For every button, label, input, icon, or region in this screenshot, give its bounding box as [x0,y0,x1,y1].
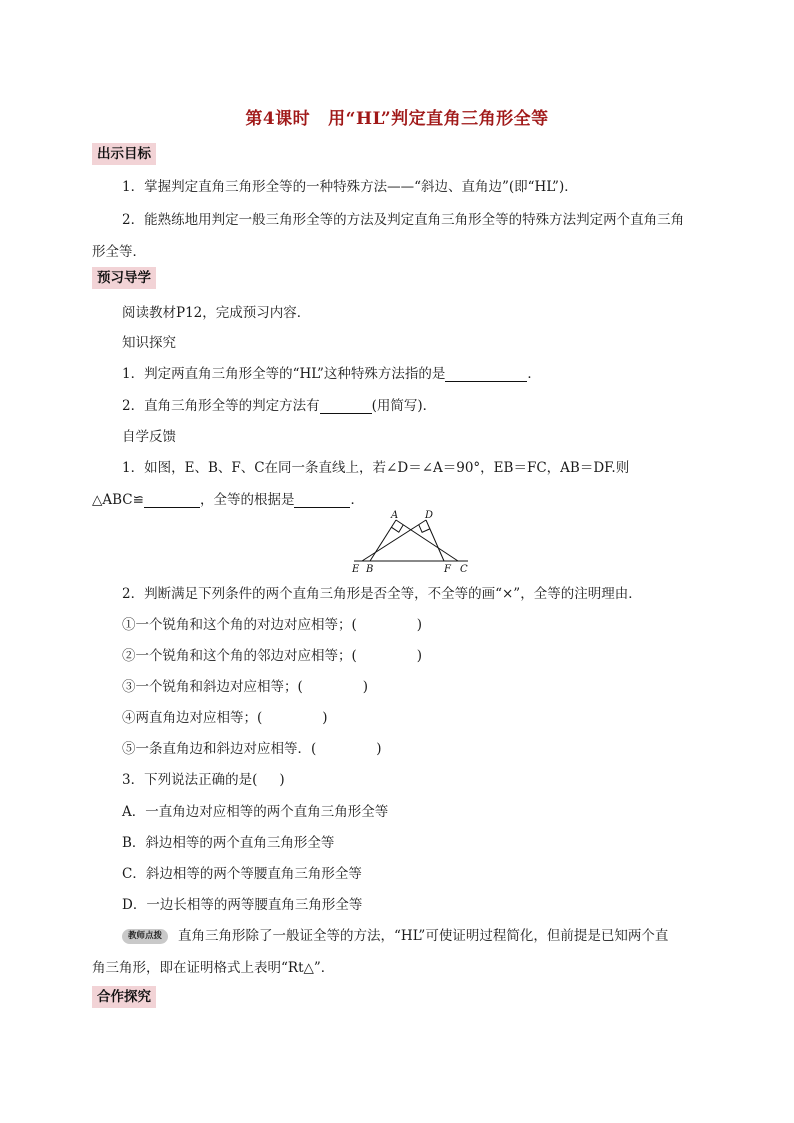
knowledge-q1: 1．判定两直角三角形全等的“HL”这种特殊方法指的是 ． [122,366,541,382]
right-angle-d [419,525,430,533]
judge-item-4: ④两直角边对应相等；( ) [122,710,328,726]
read-instruction: 阅读教材P12，完成预习内容． [122,305,311,321]
feedback-q3: 3．下列说法正确的是( ) [122,772,285,788]
option-b: B．斜边相等的两个直角三角形全等 [122,835,335,851]
label-c: C [460,564,468,575]
lesson-topic: 用“HL”判定直角三角形全等 [328,109,549,129]
answer-blank-3[interactable] [144,493,200,508]
segment-ba [370,520,396,561]
feedback-q1-line1: 1．如图，E、B、F、C在同一条直线上，若∠D＝∠A＝90°，EB＝FC，AB＝DF.则 [122,460,630,476]
goal-2-line1: 2．能熟练地用判定一般三角形全等的方法及判定直角三角形全等的特殊方法判定两个直角三角 [122,212,685,228]
goal-2-line2: 形全等． [92,244,146,260]
answer-blank-4[interactable] [294,493,350,508]
triangle-figure [344,508,480,576]
feedback-q2: 2．判断满足下列条件的两个直角三角形是否全等，不全等的画“×”，全等的注明理由． [122,586,642,602]
segment-ac [396,520,458,561]
judge-item-1: ①一个锐角和这个角的对边对应相等；( ) [122,617,423,633]
judge-item-3: ③一个锐角和斜边对应相等；( ) [122,679,369,695]
option-a: A．一直角边对应相等的两个直角三角形全等 [122,804,389,820]
judge-item-2: ②一个锐角和这个角的邻边对应相等；( ) [122,648,423,664]
goal-1: 1．掌握判定直角三角形全等的一种特殊方法——“斜边、直角边”(即“HL”)． [122,179,578,195]
label-a: A [391,510,399,521]
segment-ed [362,520,426,561]
section-goals: 出示目标 [92,143,156,165]
right-angle-a [392,525,404,532]
label-e: E [352,564,360,575]
label-d: D [425,510,434,521]
label-b: B [366,564,374,575]
option-c: C．斜边相等的两个等腰直角三角形全等 [122,866,362,882]
knowledge-heading: 知识探究 [122,335,176,351]
teacher-tip-badge: 教师点拨 [122,929,168,944]
option-d: D．一边长相等的两等腰直角三角形全等 [122,897,363,913]
answer-blank-2[interactable] [320,399,372,414]
feedback-heading: 自学反馈 [122,429,176,445]
teacher-tip-line1: 教师点拨 直角三角形除了一般证全等的方法，“HL”可使证明过程简化，但前提是已知两个直 [122,924,668,944]
page-title [0,104,794,129]
lesson-number: 第4课时 [245,109,311,129]
feedback-q1-line2: △ABC≌ ，全等的根据是 ． [92,492,364,508]
teacher-tip-line2: 角三角形，即在证明格式上表明“Rt△”． [92,960,335,976]
section-coop: 合作探究 [92,986,156,1008]
judge-item-5: ⑤一条直角边和斜边对应相等．( ) [122,741,382,757]
label-f: F [444,564,451,575]
section-preview: 预习导学 [92,267,156,289]
knowledge-q2: 2．直角三角形全等的判定方法有 (用简写)． [122,398,437,414]
segment-df [426,520,444,561]
answer-blank-1[interactable] [445,367,527,382]
